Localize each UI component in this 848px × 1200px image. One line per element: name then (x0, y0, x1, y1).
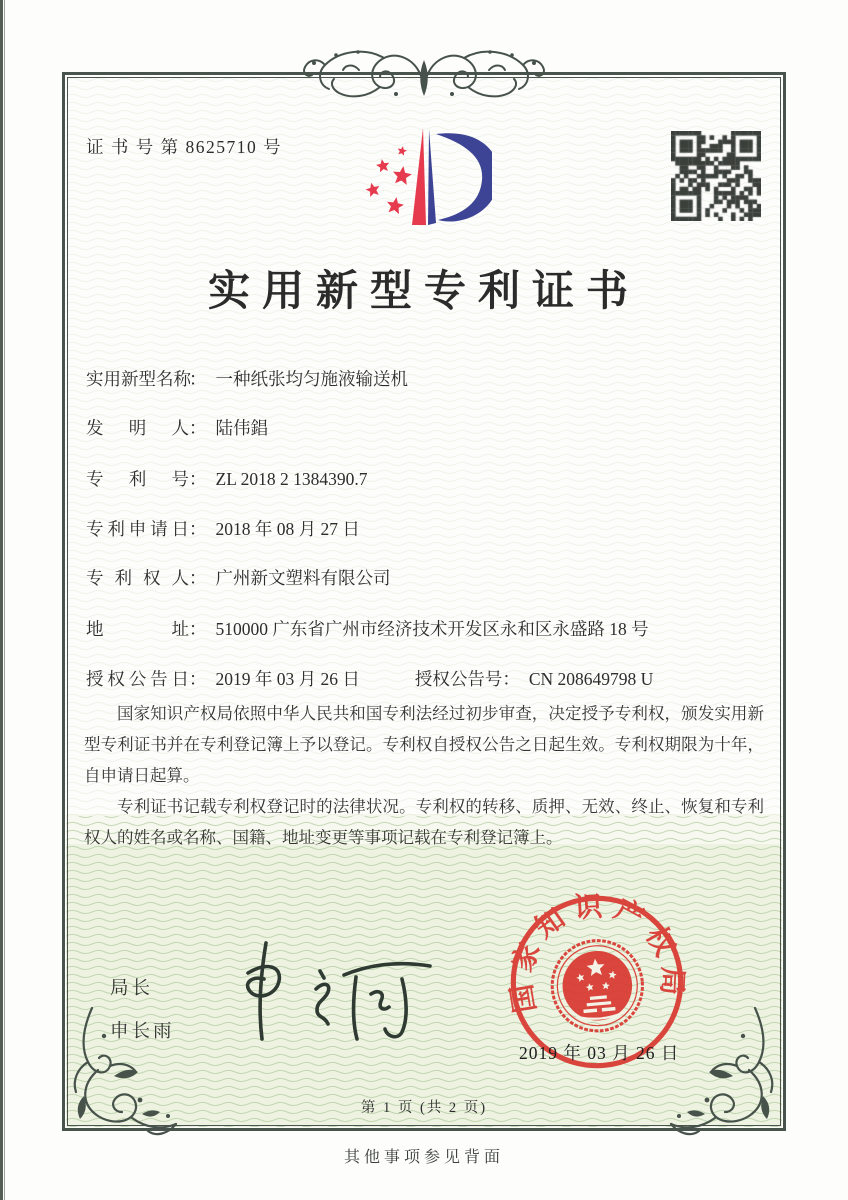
national-emblem (548, 937, 646, 1035)
field-value: 510000 广东省广州市经济技术开发区永和区永盛路 18 号 (215, 619, 649, 639)
director-handwritten-signature-icon (232, 933, 442, 1048)
field-label: 发明人 (86, 418, 189, 438)
field-label: 地址 (86, 619, 189, 639)
legal-paragraph-2: 专利证书记载专利权登记时的法律状况。专利权的转移、质押、无效、终止、恢复和专利权人的姓名或名称、国籍、地址变更等事项记载在专利登记簿上。 (84, 797, 764, 847)
field-row-patentee (86, 565, 391, 590)
field-row-grant (86, 666, 653, 691)
field-label: 实用新型名称 (86, 369, 191, 389)
field-value: 广州新文塑料有限公司 (215, 568, 391, 588)
grant-date-label: 授权公告日 (86, 669, 189, 689)
label-colon: ： (189, 519, 207, 539)
back-side-note: 其他事项参见背面 (343, 1149, 504, 1166)
signer-title: 局长 (110, 979, 154, 999)
field-row-inventor (86, 415, 268, 440)
field-row-filing-date (86, 516, 360, 541)
certificate-title: 实用新型专利证书 (207, 269, 640, 315)
grant-number-label: 授权公告号 (414, 669, 503, 689)
field-row-patent-number (86, 466, 367, 491)
cnipa-logo-icon (352, 110, 492, 245)
scan-edge-artifact (0, 0, 3, 1200)
legal-text-block (84, 698, 764, 853)
field-label: 专利申请日 (86, 519, 189, 539)
field-value: 一种纸张均匀施液输送机 (215, 369, 408, 389)
label-colon: ： (189, 469, 207, 489)
field-value: ZL 2018 2 1384390.7 (215, 469, 368, 489)
label-colon: ： (189, 568, 207, 588)
ornament-center-leaf (420, 60, 428, 96)
grant-date-value: 2019 年 03 月 26 日 (215, 669, 360, 689)
page-number: 第 1 页 (共 2 页) (360, 1100, 488, 1116)
qr-code (671, 131, 761, 221)
legal-paragraph-1: 国家知识产权局依照中华人民共和国专利法经过初步审查，决定授予专利权，颁发实用新型专利证书并在专利登记簿上予以登记。专利权自授权公告之日起生效。专利权期限为十年，自申请日起算。 (84, 704, 764, 785)
logo-blue-sliver (428, 129, 436, 225)
label-colon: ： (189, 369, 207, 389)
seal-arc-text: 国家知识产权局 (503, 889, 690, 1016)
field-row-address (86, 616, 649, 641)
seal-date: 2019 年 03 月 26 日 (519, 1043, 680, 1063)
field-label: 专利号 (86, 469, 189, 489)
dragon-scroll-ornament-icon (299, 44, 549, 106)
label-colon: ： (189, 418, 207, 438)
scan-edge-artifact-thin (4, 0, 5, 1200)
label-colon: ： (189, 669, 207, 689)
field-value: 2018 年 08 月 27 日 (215, 519, 360, 539)
grant-number-value: CN 208649798 U (528, 669, 654, 689)
field-label: 专利权人 (86, 568, 189, 588)
field-value: 陆伟錩 (215, 418, 268, 438)
logo-blue-p-bowl (436, 133, 492, 221)
logo-stars (366, 146, 412, 214)
label-colon: ： (502, 669, 520, 689)
field-row-utility-model-name (86, 366, 408, 391)
logo-red-spike (412, 128, 426, 225)
certificate-number: 证 书 号 第 8625710 号 (86, 137, 283, 157)
label-colon: ： (189, 619, 207, 639)
signer-name: 申长雨 (110, 1022, 175, 1042)
